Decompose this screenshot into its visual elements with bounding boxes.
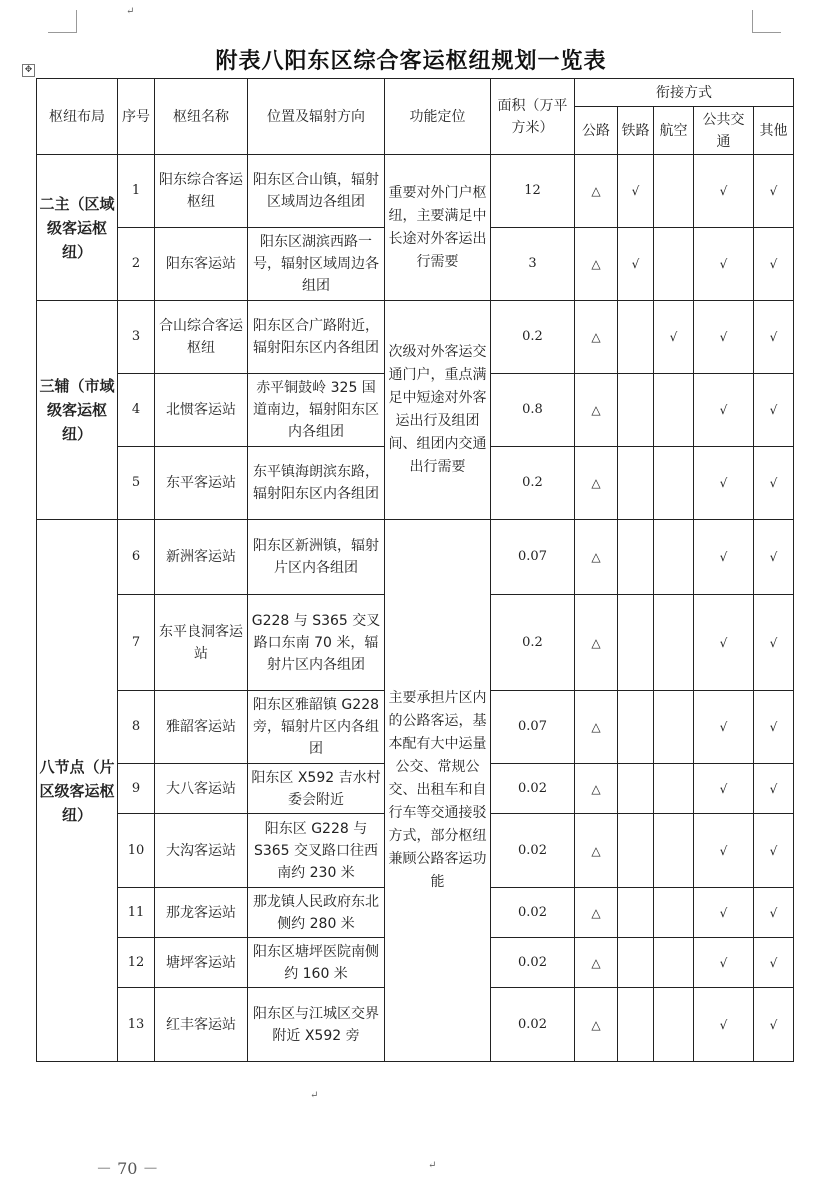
cell-seq: 10 [118, 814, 155, 888]
return-mark-icon: ↵ [126, 6, 135, 17]
cell-name: 雅韶客运站 [155, 691, 248, 764]
header-transit: 公共交通 [694, 107, 754, 155]
cell-air [654, 764, 694, 814]
cell-location: 赤平铜鼓岭 325 国道南边，辐射阳东区内各组团 [248, 374, 385, 447]
cell-rail [618, 520, 654, 595]
cell-area: 0.2 [491, 447, 575, 520]
cell-seq: 3 [118, 301, 155, 374]
cell-transit: √ [694, 595, 754, 691]
header-seq: 序号 [118, 79, 155, 155]
cell-area: 0.02 [491, 888, 575, 938]
group-label: 二主（区域级客运枢纽） [37, 155, 118, 301]
header-function: 功能定位 [385, 79, 491, 155]
cell-air [654, 988, 694, 1062]
cell-air [654, 938, 694, 988]
cell-rail: √ [618, 228, 654, 301]
cell-rail [618, 988, 654, 1062]
cell-other: √ [754, 228, 794, 301]
cell-rail [618, 691, 654, 764]
cell-road: △ [575, 520, 618, 595]
cell-other: √ [754, 691, 794, 764]
cell-other: √ [754, 888, 794, 938]
cell-area: 0.8 [491, 374, 575, 447]
cell-air [654, 814, 694, 888]
cell-name: 新洲客运站 [155, 520, 248, 595]
header-air: 航空 [654, 107, 694, 155]
cell-transit: √ [694, 888, 754, 938]
cell-road: △ [575, 888, 618, 938]
return-mark-icon: ↵ [428, 1160, 437, 1171]
cell-transit: √ [694, 447, 754, 520]
cell-other: √ [754, 595, 794, 691]
cell-name: 东平客运站 [155, 447, 248, 520]
cell-rail [618, 447, 654, 520]
hub-plan-table [36, 78, 794, 1062]
header-road: 公路 [575, 107, 618, 155]
cell-seq: 9 [118, 764, 155, 814]
cell-transit: √ [694, 228, 754, 301]
header-name: 枢纽名称 [155, 79, 248, 155]
table-move-handle-icon[interactable]: ✥ [22, 64, 35, 77]
cell-rail [618, 374, 654, 447]
cell-seq: 8 [118, 691, 155, 764]
cell-name: 北惯客运站 [155, 374, 248, 447]
cell-seq: 11 [118, 888, 155, 938]
cell-road: △ [575, 814, 618, 888]
cell-road: △ [575, 764, 618, 814]
cell-rail [618, 814, 654, 888]
table-row [37, 155, 794, 228]
cell-location: 东平镇海朗滨东路，辐射阳东区内各组团 [248, 447, 385, 520]
cell-road: △ [575, 301, 618, 374]
cell-road: △ [575, 938, 618, 988]
cell-rail [618, 938, 654, 988]
cell-name: 阳东综合客运枢纽 [155, 155, 248, 228]
crop-mark-top-left [48, 10, 77, 33]
cell-air: √ [654, 301, 694, 374]
cell-name: 东平良洞客运站 [155, 595, 248, 691]
header-area: 面积（万平方米） [491, 79, 575, 155]
cell-other: √ [754, 447, 794, 520]
cell-location: 阳东区新洲镇，辐射片区内各组团 [248, 520, 385, 595]
cell-transit: √ [694, 155, 754, 228]
cell-name: 塘坪客运站 [155, 938, 248, 988]
cell-seq: 1 [118, 155, 155, 228]
cell-rail [618, 764, 654, 814]
cell-location: 阳东区湖滨西路一号，辐射区域周边各组团 [248, 228, 385, 301]
header-layout: 枢纽布局 [37, 79, 118, 155]
crop-mark-top-right [752, 10, 781, 33]
cell-location: 阳东区合广路附近，辐射阳东区内各组团 [248, 301, 385, 374]
cell-transit: √ [694, 938, 754, 988]
cell-seq: 12 [118, 938, 155, 988]
cell-area: 0.2 [491, 301, 575, 374]
cell-other: √ [754, 938, 794, 988]
table-row [37, 520, 794, 595]
cell-road: △ [575, 447, 618, 520]
cell-location: 阳东区 X592 吉水村委会附近 [248, 764, 385, 814]
cell-area: 12 [491, 155, 575, 228]
cell-name: 大沟客运站 [155, 814, 248, 888]
cell-road: △ [575, 374, 618, 447]
cell-name: 红丰客运站 [155, 988, 248, 1062]
cell-area: 0.02 [491, 988, 575, 1062]
cell-function: 次级对外客运交通门户，重点满足中短途对外客运出行及组团间、组团内交通出行需要 [385, 301, 491, 520]
cell-seq: 5 [118, 447, 155, 520]
cell-other: √ [754, 374, 794, 447]
cell-air [654, 155, 694, 228]
cell-other: √ [754, 764, 794, 814]
cell-transit: √ [694, 988, 754, 1062]
cell-air [654, 888, 694, 938]
header-other: 其他 [754, 107, 794, 155]
cell-transit: √ [694, 691, 754, 764]
cell-location: G228 与 S365 交叉路口东南 70 米，辐射片区内各组团 [248, 595, 385, 691]
cell-rail [618, 301, 654, 374]
cell-area: 0.07 [491, 691, 575, 764]
header-rail: 铁路 [618, 107, 654, 155]
page-number: － 70 － [96, 1159, 159, 1178]
cell-air [654, 374, 694, 447]
header-location: 位置及辐射方向 [248, 79, 385, 155]
cell-other: √ [754, 814, 794, 888]
cell-air [654, 520, 694, 595]
table-row [37, 301, 794, 374]
group-label: 八节点（片区级客运枢纽） [37, 520, 118, 1062]
cell-other: √ [754, 988, 794, 1062]
cell-location: 阳东区雅韶镇 G228 旁，辐射片区内各组团 [248, 691, 385, 764]
cell-transit: √ [694, 301, 754, 374]
cell-location: 阳东区塘坪医院南侧约 160 米 [248, 938, 385, 988]
cell-area: 3 [491, 228, 575, 301]
cell-name: 大八客运站 [155, 764, 248, 814]
cell-air [654, 447, 694, 520]
cell-road: △ [575, 595, 618, 691]
cell-other: √ [754, 301, 794, 374]
cell-rail [618, 888, 654, 938]
cell-air [654, 691, 694, 764]
cell-seq: 7 [118, 595, 155, 691]
cell-road: △ [575, 691, 618, 764]
cell-road: △ [575, 988, 618, 1062]
header-row [37, 79, 794, 107]
cell-seq: 13 [118, 988, 155, 1062]
cell-rail: √ [618, 155, 654, 228]
cell-seq: 6 [118, 520, 155, 595]
cell-seq: 2 [118, 228, 155, 301]
cell-function: 主要承担片区内的公路客运，基本配有大中运量公交、常规公交、出租车和自行车等交通接驳方式，部分枢纽兼顾公路客运功能 [385, 520, 491, 1062]
cell-area: 0.07 [491, 520, 575, 595]
cell-rail [618, 595, 654, 691]
cell-area: 0.02 [491, 764, 575, 814]
cell-road: △ [575, 155, 618, 228]
page-title: 附表八阳东区综合客运枢纽规划一览表 [215, 49, 607, 74]
cell-transit: √ [694, 814, 754, 888]
cell-name: 那龙客运站 [155, 888, 248, 938]
cell-location: 阳东区与江城区交界附近 X592 旁 [248, 988, 385, 1062]
cell-area: 0.2 [491, 595, 575, 691]
cell-other: √ [754, 155, 794, 228]
cell-other: √ [754, 520, 794, 595]
cell-seq: 4 [118, 374, 155, 447]
cell-function: 重要对外门户枢纽，主要满足中长途对外客运出行需要 [385, 155, 491, 301]
header-connection: 衔接方式 [575, 79, 794, 107]
cell-area: 0.02 [491, 938, 575, 988]
cell-transit: √ [694, 520, 754, 595]
cell-name: 阳东客运站 [155, 228, 248, 301]
cell-air [654, 228, 694, 301]
cell-area: 0.02 [491, 814, 575, 888]
cell-location: 阳东区 G228 与 S365 交叉路口往西南约 230 米 [248, 814, 385, 888]
cell-name: 合山综合客运枢纽 [155, 301, 248, 374]
return-mark-icon: ↵ [310, 1090, 319, 1101]
group-label: 三辅（市域级客运枢纽） [37, 301, 118, 520]
cell-location: 那龙镇人民政府东北侧约 280 米 [248, 888, 385, 938]
cell-transit: √ [694, 764, 754, 814]
cell-transit: √ [694, 374, 754, 447]
cell-air [654, 595, 694, 691]
cell-road: △ [575, 228, 618, 301]
cell-location: 阳东区合山镇，辐射区域周边各组团 [248, 155, 385, 228]
